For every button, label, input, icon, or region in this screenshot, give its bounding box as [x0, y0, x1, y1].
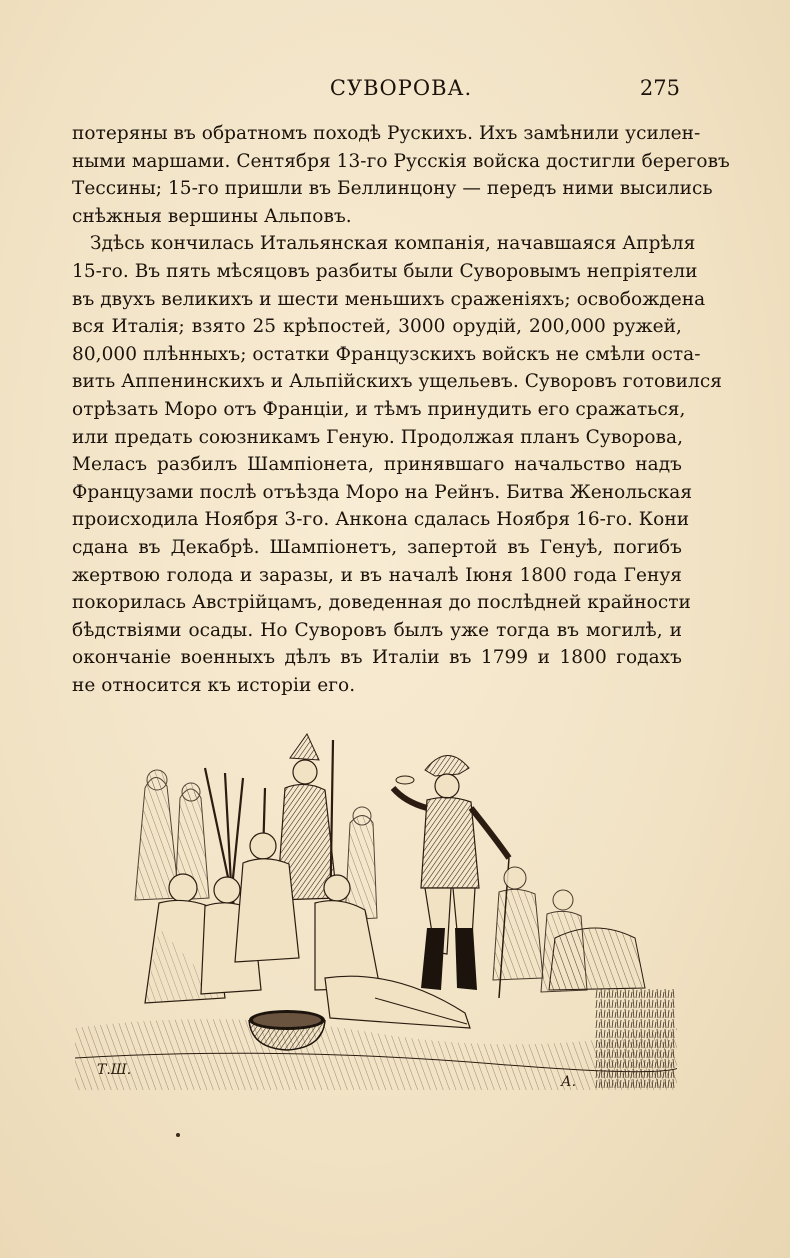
text-line: сдана въ Декабрѣ. Шампіонетъ, запертой въ Генуѣ, погибъ	[72, 536, 682, 558]
text-line: потеряны въ обратномъ походѣ Рускихъ. Ихъ замѣнили усилен-	[72, 123, 701, 144]
page-number: 275	[639, 76, 680, 100]
text-line: бѣдствіями осады. Но Суворовъ былъ уже тогда въ могилѣ, и	[72, 619, 682, 641]
text-line: не относится къ исторіи его.	[72, 674, 356, 696]
text-line: вить Аппенинскихъ и Альпійскихъ ущельевъ. Суворовъ готовился	[72, 371, 722, 393]
ink-dot	[176, 1133, 180, 1137]
engraving-illustration	[75, 728, 677, 1090]
text-line: окончаніе военныхъ дѣлъ въ Италіи въ 1799 и 1800 годахъ	[72, 647, 682, 669]
text-line: жертвою голода и заразы, и въ началѣ Іюня 1800 года Генуя	[72, 564, 682, 586]
running-head	[72, 76, 680, 106]
engraving-soldiers-camp-icon	[75, 728, 677, 1090]
text-line: 15-го. Въ пять мѣсяцовъ разбиты были Суворовымъ непріятели	[72, 260, 698, 282]
text-line: Французами послѣ отъѣзда Моро на Рейнъ. Битва Женольская	[72, 481, 693, 503]
text-line: въ двухъ великихъ и шести меньшихъ сраженіяхъ; освобождена	[72, 288, 706, 310]
text-line: покорилась Австрійцамъ, доведенная до послѣдней крайности	[72, 592, 691, 614]
text-line: отрѣзать Моро отъ Франціи, и тѣмъ принудить его сражаться,	[72, 398, 686, 420]
text-line: 80,000 плѣнныхъ; остатки Французскихъ войскъ не смѣли оста-	[72, 343, 701, 365]
artist-signature-right: А.	[561, 1074, 577, 1090]
text-line: Меласъ разбилъ Шампіонета, принявшаго начальство надъ	[72, 454, 682, 476]
text-line: вся Италія; взято 25 крѣпостей, 3000 орудій, 200,000 ружей,	[72, 316, 682, 338]
text-line: ными маршами. Сентября 13-го Русскія войска достигли береговъ	[72, 150, 730, 172]
text-line: происходила Ноября 3-го. Анкона сдалась Ноября 16-го. Кони	[72, 509, 690, 531]
text-line: Тессины; 15-го пришли въ Беллинцону — передъ ними высились	[72, 178, 713, 200]
text-line: или предать союзникамъ Геную. Продолжая планъ Суворова,	[72, 426, 684, 448]
artist-signature-left: Т.Ш.	[97, 1062, 132, 1078]
body-text	[72, 120, 730, 699]
running-title: СУВОРОВА.	[329, 76, 473, 100]
text-line: Здѣсь кончилась Итальянская компанія, начавшаяся Апрѣля	[90, 233, 696, 255]
text-line: снѣжныя вершины Альповъ.	[72, 205, 352, 227]
